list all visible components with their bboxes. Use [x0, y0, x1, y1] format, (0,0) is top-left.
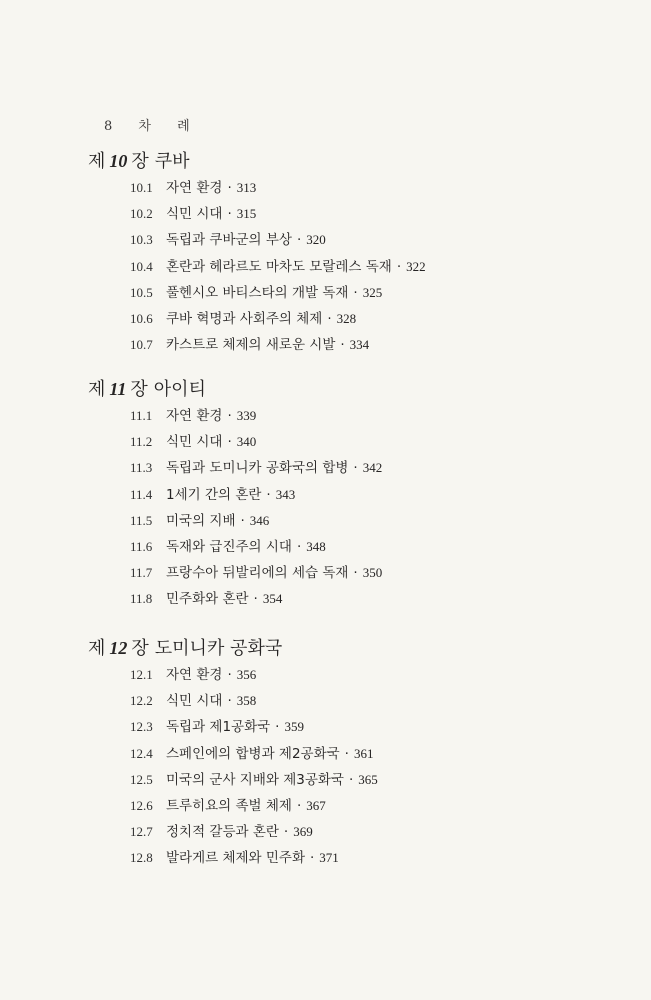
separator: · — [353, 284, 358, 301]
section-title: 식민 시대 — [166, 693, 223, 710]
section-number: 10.4 — [130, 258, 153, 274]
separator: · — [296, 797, 302, 814]
separator: · — [253, 591, 258, 608]
chapter-number: 12 — [109, 638, 128, 658]
separator: · — [327, 310, 332, 327]
section-number: 11.8 — [130, 591, 153, 607]
separator: · — [227, 206, 232, 223]
page-ref: 346 — [249, 512, 270, 528]
toc-entry[interactable] — [88, 201, 608, 227]
chapter-number: 10 — [109, 151, 128, 171]
page-ref: 325 — [362, 284, 383, 300]
separator: · — [344, 745, 349, 762]
chapter-suffix: 장 — [130, 379, 148, 400]
page-ref: 359 — [284, 719, 304, 735]
section-title: 미국의 군사 지배와 제3공화국 — [166, 771, 344, 788]
section-title: 민주화와 혼란 — [166, 591, 249, 608]
section-title: 자연 환경 — [166, 408, 223, 424]
page-number: 8 — [104, 119, 113, 134]
separator: · — [353, 565, 358, 582]
section-title: 1세기 간의 혼란 — [166, 486, 262, 503]
section-title: 미국의 지배 — [166, 512, 236, 529]
section-number: 11.5 — [130, 512, 153, 528]
page-ref: 350 — [362, 565, 383, 581]
toc-entry[interactable] — [88, 306, 608, 332]
toc-entry[interactable] — [88, 254, 608, 280]
section-number: 11.1 — [130, 408, 153, 423]
separator: · — [227, 667, 232, 683]
page-ref: 343 — [275, 486, 296, 502]
section-number: 10.3 — [130, 232, 153, 248]
section-title: 자연 환경 — [166, 180, 223, 196]
section-title: 독립과 도미니카 공화국의 합병 — [166, 460, 349, 477]
toc-entry[interactable] — [88, 482, 608, 508]
section-title: 쿠바 혁명과 사회주의 체제 — [166, 310, 323, 327]
separator: · — [275, 719, 280, 736]
section-number: 11.6 — [130, 538, 153, 554]
separator: · — [396, 258, 402, 275]
section-title: 독립과 제1공화국 — [166, 719, 271, 736]
separator: · — [240, 512, 245, 529]
chapter-suffix: 장 — [131, 151, 149, 172]
section-title: 식민 시대 — [166, 206, 223, 223]
page-ref: 328 — [336, 310, 357, 326]
chapter-10 — [88, 148, 608, 358]
separator: · — [227, 693, 232, 710]
section-number: 11.2 — [130, 434, 153, 450]
section-number: 11.4 — [130, 486, 153, 502]
section-title: 트루히요의 족벌 체제 — [166, 797, 292, 814]
separator: · — [266, 486, 271, 503]
running-head-word: 례 — [177, 119, 190, 134]
section-number: 10.6 — [130, 310, 153, 326]
section-title: 자연 환경 — [166, 667, 223, 683]
toc-entry[interactable] — [88, 455, 608, 481]
chapter-11 — [88, 376, 608, 613]
chapter-name: 쿠바 — [154, 151, 190, 172]
section-number: 12.3 — [130, 719, 153, 735]
section-number: 11.7 — [130, 565, 153, 581]
page-ref: 361 — [353, 745, 374, 761]
section-title: 정치적 갈등과 혼란 — [166, 824, 279, 841]
toc-entry[interactable] — [88, 508, 608, 534]
separator: · — [296, 538, 302, 555]
toc-entry[interactable] — [88, 586, 608, 612]
section-list — [88, 403, 608, 613]
section-title: 카스트로 체제의 새로운 시발 — [166, 337, 336, 354]
section-list — [88, 175, 608, 358]
toc-entry[interactable] — [88, 741, 608, 767]
page-ref: 367 — [306, 797, 326, 813]
page-ref: 358 — [236, 693, 257, 709]
section-number: 12.6 — [130, 797, 153, 813]
separator: · — [227, 434, 232, 451]
page-ref: 348 — [306, 538, 326, 554]
section-number: 10.5 — [130, 284, 153, 300]
chapter-suffix: 장 — [131, 638, 149, 659]
toc-entry[interactable] — [88, 845, 608, 871]
page-ref: 354 — [262, 591, 283, 607]
chapter-name: 아이티 — [153, 379, 206, 400]
chapter-name: 도미니카 공화국 — [154, 638, 283, 659]
section-number: 12.7 — [130, 824, 153, 840]
section-number: 12.4 — [130, 745, 153, 761]
section-title: 혼란과 헤라르도 마차도 모랄레스 독재 — [166, 258, 392, 275]
section-number: 12.1 — [130, 667, 153, 682]
toc-entry[interactable] — [88, 175, 608, 201]
section-number: 12.2 — [130, 693, 153, 709]
separator: · — [283, 824, 289, 841]
chapter-number: 11 — [109, 379, 127, 399]
toc-entry[interactable] — [88, 819, 608, 845]
separator: · — [227, 180, 232, 196]
section-list — [88, 662, 608, 872]
page-ref: 369 — [293, 824, 313, 840]
section-title: 독재와 급진주의 시대 — [166, 538, 292, 555]
section-title: 발라게르 체제와 민주화 — [166, 850, 305, 867]
separator: · — [310, 850, 315, 867]
section-number: 10.7 — [130, 337, 153, 353]
separator: · — [348, 771, 354, 788]
chapter-title — [88, 148, 608, 174]
toc-entry[interactable] — [88, 429, 608, 455]
chapter-prefix: 제 — [88, 638, 106, 659]
running-head-word: 차 — [138, 119, 151, 134]
toc-entry[interactable] — [88, 793, 608, 819]
toc-entry[interactable] — [88, 332, 608, 358]
toc-entry[interactable] — [88, 403, 608, 429]
page-ref: 315 — [236, 206, 257, 222]
page-ref: 340 — [236, 434, 257, 450]
section-title: 식민 시대 — [166, 434, 223, 451]
toc-entry[interactable] — [88, 767, 608, 793]
page-ref: 339 — [236, 408, 257, 423]
toc-entry[interactable] — [88, 688, 608, 714]
page-ref: 356 — [236, 667, 257, 682]
section-number: 10.2 — [130, 206, 153, 222]
page-ref: 365 — [358, 771, 378, 787]
chapter-title — [88, 635, 608, 661]
toc-entry[interactable] — [88, 560, 608, 586]
section-number: 12.5 — [130, 771, 153, 787]
separator: · — [227, 408, 232, 424]
section-number: 10.1 — [130, 180, 153, 195]
toc-entry[interactable] — [88, 714, 608, 740]
section-title: 스페인에의 합병과 제2공화국 — [166, 745, 340, 762]
separator: · — [340, 337, 345, 354]
separator: · — [296, 232, 302, 249]
chapter-prefix: 제 — [88, 379, 106, 400]
page-ref: 342 — [362, 460, 383, 476]
section-title: 독립과 쿠바군의 부상 — [166, 232, 292, 249]
toc-entry[interactable] — [88, 280, 608, 306]
running-head — [104, 115, 190, 134]
section-title: 프랑수아 뒤발리에의 세습 독재 — [166, 565, 349, 582]
chapter-12 — [88, 635, 608, 872]
toc-entry[interactable] — [88, 227, 608, 253]
page-ref: 320 — [306, 232, 326, 248]
page-ref: 313 — [236, 180, 257, 195]
chapter-prefix: 제 — [88, 151, 106, 172]
page-ref: 334 — [349, 337, 370, 353]
toc-entry[interactable] — [88, 662, 608, 688]
separator: · — [353, 460, 358, 477]
section-number: 11.3 — [130, 460, 153, 476]
page-ref: 371 — [319, 850, 339, 866]
toc-entry[interactable] — [88, 534, 608, 560]
chapter-title — [88, 376, 608, 402]
page-ref: 322 — [406, 258, 426, 274]
section-title: 풀헨시오 바티스타의 개발 독재 — [166, 284, 349, 301]
section-number: 12.8 — [130, 850, 153, 866]
